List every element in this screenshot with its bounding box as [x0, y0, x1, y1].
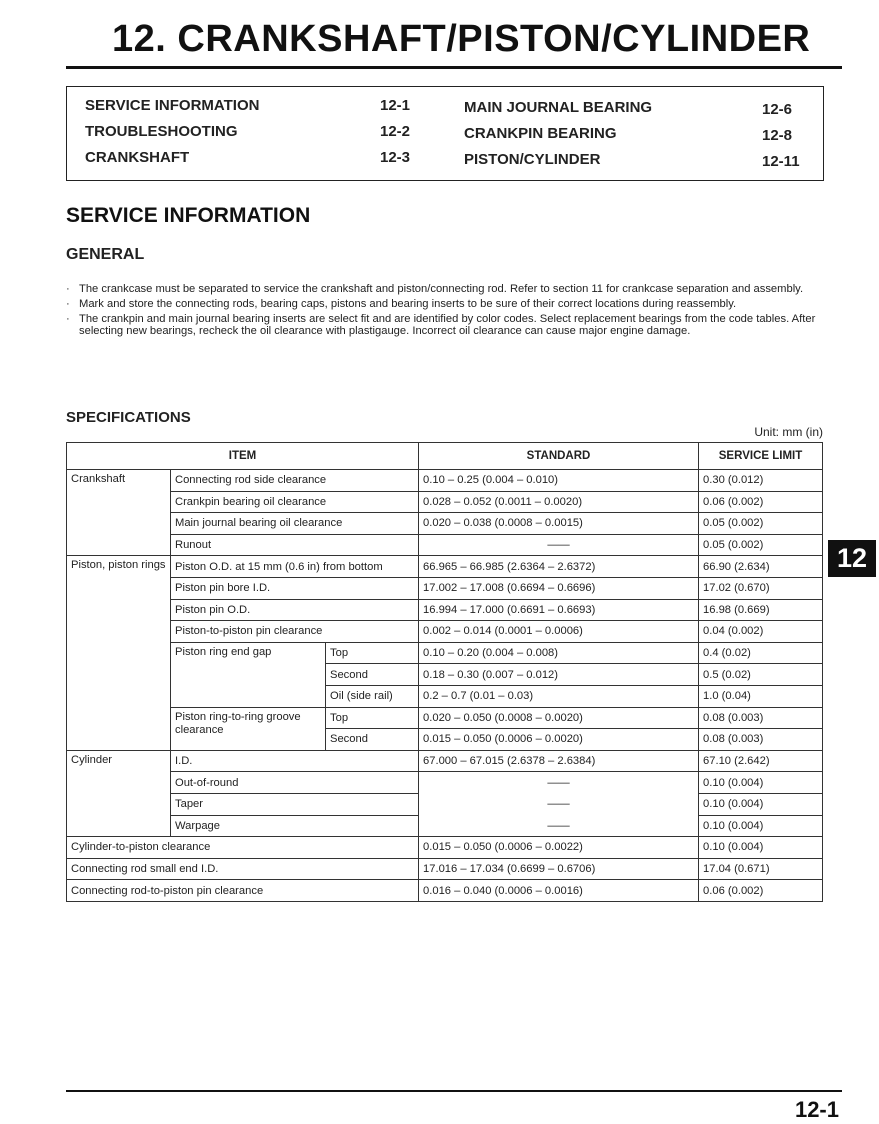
limit-cell: 1.0 (0.04): [699, 685, 823, 707]
limit-cell: 0.10 (0.004): [699, 815, 823, 837]
item-cell: Warpage: [171, 815, 419, 837]
note-text: The crankpin and main journal bearing inserts are select fit and are identified by color codes. Select replacement bearings from the code tables. After selecting new bearings, recheck the oil clearance with plastigauge. Incorrect oil clearance can cause major engine damage.: [79, 313, 816, 337]
limit-cell: 17.04 (0.671): [699, 858, 823, 880]
note-text: The crankcase must be separated to service the crankshaft and piston/connecting rod. Refer to section 11 for crankcase separation and assembly.: [79, 283, 804, 295]
table-row: [67, 513, 823, 535]
general-notes: [66, 283, 826, 340]
table-row: [67, 750, 823, 772]
standard-cell: 17.016 – 17.034 (0.6699 – 0.6706): [419, 858, 699, 880]
standard-cell: 0.015 – 0.050 (0.0006 – 0.0022): [419, 837, 699, 859]
limit-cell: 0.06 (0.002): [699, 491, 823, 513]
standard-dash: ——: [419, 793, 699, 815]
unit-label: Unit: mm (in): [754, 425, 823, 439]
item-cell: Crankpin bearing oil clearance: [171, 491, 419, 513]
item-cell: Runout: [171, 534, 419, 556]
standard-cell: 0.2 – 0.7 (0.01 – 0.03): [419, 685, 699, 707]
limit-cell: 0.10 (0.004): [699, 772, 823, 794]
limit-cell: 0.4 (0.02): [699, 642, 823, 664]
table-row: [67, 815, 823, 837]
toc-troubleshooting[interactable]: TROUBLESHOOTING: [85, 123, 238, 140]
group-cylinder: Cylinder: [67, 750, 171, 836]
toc-service-information[interactable]: SERVICE INFORMATION: [85, 97, 260, 114]
group-crankshaft: Crankshaft: [67, 470, 171, 556]
table-row: [67, 837, 823, 859]
limit-cell: 17.02 (0.670): [699, 577, 823, 599]
toc-page: 12-11: [762, 153, 800, 170]
table-row: [67, 491, 823, 513]
standard-cell: 0.002 – 0.014 (0.0001 – 0.0006): [419, 621, 699, 643]
table-row: [67, 642, 823, 664]
toc-page: 12-3: [380, 149, 411, 166]
item-cell: Connecting rod small end I.D.: [67, 858, 419, 880]
item-cell: Piston-to-piston pin clearance: [171, 621, 419, 643]
limit-cell: 67.10 (2.642): [699, 750, 823, 772]
limit-cell: 0.06 (0.002): [699, 880, 823, 902]
table-row: [67, 470, 823, 492]
header-standard: STANDARD: [419, 443, 699, 470]
toc-crankpin-bearing[interactable]: CRANKPIN BEARING: [464, 125, 617, 142]
page-number: 12-1: [794, 1097, 839, 1122]
table-row: [67, 556, 823, 578]
standard-cell: 0.10 – 0.25 (0.004 – 0.010): [419, 470, 699, 492]
table-row: [67, 534, 823, 556]
standard-cell: 0.028 – 0.052 (0.0011 – 0.0020): [419, 491, 699, 513]
standard-dash: ——: [419, 772, 699, 794]
table-row: [67, 793, 823, 815]
toc-piston-cylinder[interactable]: PISTON/CYLINDER: [464, 151, 601, 168]
section-tab: 12: [828, 540, 876, 577]
table-row: [67, 772, 823, 794]
table-row: [67, 880, 823, 902]
item-cell: Main journal bearing oil clearance: [171, 513, 419, 535]
sub-item-cell: Top: [326, 642, 419, 664]
limit-cell: 0.05 (0.002): [699, 534, 823, 556]
standard-cell: 0.10 – 0.20 (0.004 – 0.008): [419, 642, 699, 664]
standard-cell: 67.000 – 67.015 (2.6378 – 2.6384): [419, 750, 699, 772]
table-row: [67, 621, 823, 643]
limit-cell: 0.04 (0.002): [699, 621, 823, 643]
group-piston: Piston, piston rings: [67, 556, 171, 750]
table-header-row: [67, 443, 823, 470]
toc-page: 12-8: [762, 127, 793, 144]
limit-cell: 66.90 (2.634): [699, 556, 823, 578]
standard-cell: 0.015 – 0.050 (0.0006 – 0.0020): [419, 729, 699, 751]
toc-main-journal-bearing[interactable]: MAIN JOURNAL BEARING: [464, 99, 653, 116]
standard-cell: 0.016 – 0.040 (0.0006 – 0.0016): [419, 880, 699, 902]
item-cell: Piston pin O.D.: [171, 599, 419, 621]
bottom-rule: [66, 1090, 842, 1092]
table-row: [67, 858, 823, 880]
specifications-heading: SPECIFICATIONS: [66, 409, 191, 426]
note-item: [66, 298, 826, 310]
specifications-table: [66, 442, 823, 902]
note-text: Mark and store the connecting rods, bearing caps, pistons and bearing inserts to be sure of their correct locations during reassembly.: [79, 298, 737, 310]
standard-dash: ——: [419, 815, 699, 837]
standard-cell: 0.020 – 0.038 (0.0008 – 0.0015): [419, 513, 699, 535]
item-cell: Piston O.D. at 15 mm (0.6 in) from bottom: [171, 556, 419, 578]
standard-cell: 0.020 – 0.050 (0.0008 – 0.0020): [419, 707, 699, 729]
standard-cell: 66.965 – 66.985 (2.6364 – 2.6372): [419, 556, 699, 578]
item-cell: Cylinder-to-piston clearance: [67, 837, 419, 859]
table-row: [67, 599, 823, 621]
standard-dash: ——: [419, 534, 699, 556]
item-cell: Piston ring end gap: [171, 642, 326, 707]
table-of-contents: [66, 86, 824, 181]
item-cell: Out-of-round: [171, 772, 419, 794]
table-row: [67, 577, 823, 599]
bullet-icon: ·: [66, 283, 70, 295]
item-cell: Taper: [171, 793, 419, 815]
note-item: [66, 283, 826, 295]
standard-cell: 0.18 – 0.30 (0.007 – 0.012): [419, 664, 699, 686]
table-row: [67, 707, 823, 729]
general-heading: GENERAL: [66, 246, 145, 263]
sub-item-cell: Oil (side rail): [326, 685, 419, 707]
header-service-limit: SERVICE LIMIT: [699, 443, 823, 470]
item-cell: Connecting rod-to-piston pin clearance: [67, 880, 419, 902]
limit-cell: 0.10 (0.004): [699, 793, 823, 815]
title-rule: [66, 66, 842, 69]
limit-cell: 0.08 (0.003): [699, 729, 823, 751]
sub-item-cell: Top: [326, 707, 419, 729]
limit-cell: 0.08 (0.003): [699, 707, 823, 729]
bullet-icon: ·: [66, 313, 70, 325]
bullet-icon: ·: [66, 298, 70, 310]
item-cell: Piston pin bore I.D.: [171, 577, 419, 599]
item-cell: Connecting rod side clearance: [171, 470, 419, 492]
sub-item-cell: Second: [326, 664, 419, 686]
toc-page: 12-2: [380, 123, 411, 140]
limit-cell: 16.98 (0.669): [699, 599, 823, 621]
standard-cell: 16.994 – 17.000 (0.6691 – 0.6693): [419, 599, 699, 621]
toc-page: 12-6: [762, 101, 793, 118]
section-title: SERVICE INFORMATION: [66, 204, 311, 227]
item-cell: I.D.: [171, 750, 419, 772]
limit-cell: 0.10 (0.004): [699, 837, 823, 859]
standard-cell: 17.002 – 17.008 (0.6694 – 0.6696): [419, 577, 699, 599]
limit-cell: 0.05 (0.002): [699, 513, 823, 535]
toc-page: 12-1: [380, 97, 411, 114]
item-cell: Piston ring-to-ring groove clearance: [171, 707, 326, 750]
toc-crankshaft[interactable]: CRANKSHAFT: [85, 149, 190, 166]
header-item: ITEM: [67, 443, 419, 470]
sub-item-cell: Second: [326, 729, 419, 751]
note-item: [66, 313, 826, 337]
chapter-title: 12. CRANKSHAFT/PISTON/CYLINDER: [112, 18, 811, 60]
limit-cell: 0.5 (0.02): [699, 664, 823, 686]
limit-cell: 0.30 (0.012): [699, 470, 823, 492]
